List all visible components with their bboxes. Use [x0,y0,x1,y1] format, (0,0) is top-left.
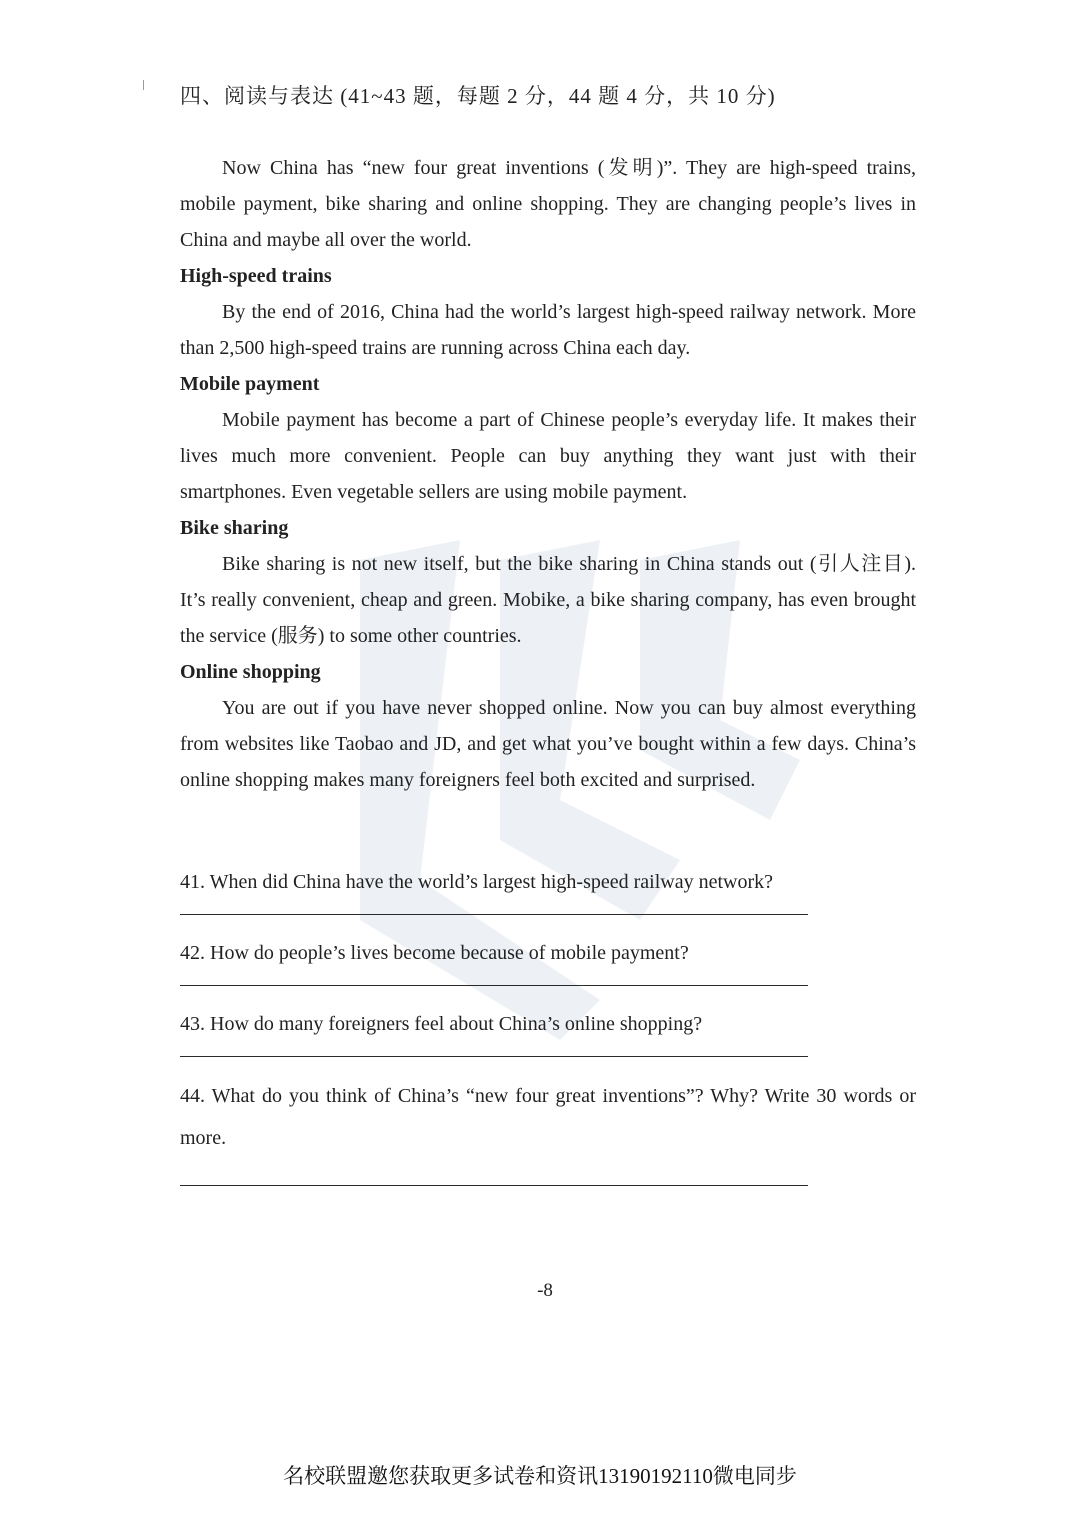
question-text: How do many foreigners feel about China’s online shopping? [210,1013,703,1035]
subheading-online-shopping: Online shopping [180,661,321,683]
paragraph-mobile-payment: Mobile payment has become a part of Chinese people’s everyday life. It makes their lives much more convenient. People can buy anything they want just with their smartphones. Even vegetable sellers are using mobile payment. [180,409,916,503]
question-text: What do you think of China’s “new four great inventions”? Why? Write 30 words or more. [180,1085,917,1149]
paragraph-bike-sharing: Bike sharing is not new itself, but the bike sharing in China stands out (引人注目). It’s really convenient, cheap and green. Mobike, a bike sharing company, has even brought the service (服务) to some other countries. [180,553,916,647]
subheading-high-speed-trains: High-speed trains [180,265,332,287]
question-text: When did China have the world’s largest high-speed railway network? [209,871,773,893]
question-number: 43. [180,1013,205,1035]
question-number: 44. [180,1085,205,1107]
margin-mark [143,80,144,90]
passage-intro: Now China has “new four great inventions (发明)”. They are high-speed trains, mobile payment, bike sharing and online shopping. They are changing people’s lives in China and maybe all over the world. [180,157,916,251]
question-number: 41. [180,871,205,893]
section-heading: 四、阅读与表达 (41~43 题，每题 2 分，44 题 4 分，共 10 分) [180,84,776,108]
answer-line-44[interactable] [180,1185,808,1186]
question-number: 42. [180,942,205,964]
paragraph-high-speed-trains: By the end of 2016, China had the world’s largest high-speed railway network. More than 2,500 high-speed trains are running across China each day. [180,301,916,359]
subheading-mobile-payment: Mobile payment [180,373,320,395]
subheading-bike-sharing: Bike sharing [180,517,289,539]
question-42 [180,933,916,986]
question-44 [180,1075,916,1186]
question-43 [180,1004,916,1057]
answer-line-41[interactable] [180,914,808,915]
question-41 [180,862,916,915]
answer-line-42[interactable] [180,985,808,986]
question-list [180,862,916,1204]
paragraph-online-shopping: You are out if you have never shopped online. Now you can buy almost everything from websites like Taobao and JD, and get what you’ve bought within a few days. China’s online shopping makes many foreigners feel both excited and surprised. [180,697,916,791]
page-number: -8 [537,1280,553,1301]
question-text: How do people’s lives become because of mobile payment? [210,942,689,964]
footer-promo: 名校联盟邀您获取更多试卷和资讯13190192110微电同步 [283,1464,797,1488]
reading-passage [180,150,916,798]
answer-line-43[interactable] [180,1056,808,1057]
